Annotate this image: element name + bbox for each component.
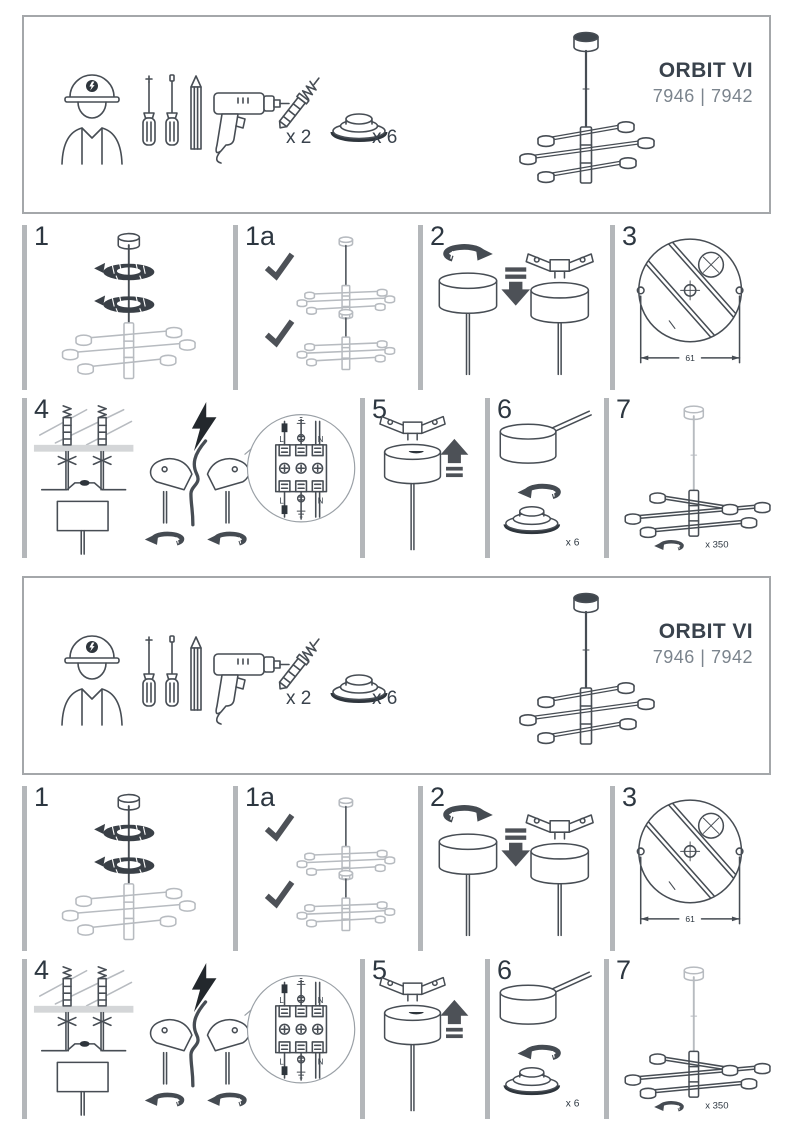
checkmark-icon [267, 815, 292, 837]
installer-icon [56, 67, 128, 167]
step-5-illustration [366, 961, 473, 1117]
step-1a-illustration [239, 227, 406, 388]
step-number: 7 [616, 955, 632, 985]
step-divider-bar [485, 959, 490, 1119]
step-divider-bar [22, 959, 27, 1119]
step-number: 1 [34, 782, 50, 812]
shade-icon [506, 1068, 558, 1093]
chandelier-illustration [510, 590, 658, 762]
step-divider-bar [610, 786, 615, 951]
screw-rotate-icon [207, 1094, 244, 1107]
step-6 [485, 955, 595, 1119]
terminal-live-label: L [279, 496, 284, 506]
bracket-spacing-label: 61 [685, 914, 695, 925]
step-3 [610, 782, 771, 951]
product-model-numbers: 7946 | 7942 [652, 647, 753, 667]
step-5-illustration [366, 400, 473, 556]
rotate-arrow-icon [446, 245, 493, 261]
step-divider-bar [360, 398, 365, 558]
terminal-live-label: L [279, 434, 284, 444]
parts-tools-panel [22, 576, 771, 775]
mains-cable [191, 1002, 206, 1086]
step-2-illustration [424, 227, 596, 388]
step-7-illustration [610, 400, 769, 556]
step-1a-illustration [239, 788, 406, 949]
step-divider-bar [604, 959, 609, 1119]
step-1 [22, 782, 222, 951]
step-number: 4 [34, 955, 50, 985]
parts-tools-panel [22, 15, 771, 214]
screw-rotate-icon [207, 533, 244, 546]
up-arrow-icon [440, 439, 468, 477]
junction-box [57, 1062, 108, 1091]
terminal-live-label: L [279, 1057, 284, 1067]
up-arrow-icon [440, 1000, 468, 1038]
step-divider-bar [418, 225, 423, 390]
step-divider-bar [610, 225, 615, 390]
rotate-arrow-icon [654, 1102, 682, 1112]
down-arrow-icon [501, 267, 530, 305]
ceiling-band [34, 445, 133, 452]
terminal-neutral-label: N [317, 1057, 324, 1067]
step-divider-bar [233, 786, 238, 951]
step-4-illustration [28, 400, 348, 556]
checkmark-icon [267, 882, 292, 904]
step-divider-bar [22, 225, 27, 390]
screw-rotate-icon [145, 533, 182, 546]
product-name: ORBIT VI [658, 620, 753, 643]
step-2 [418, 782, 598, 951]
step-1 [22, 221, 222, 390]
anchor-quantity: x 2 [286, 127, 312, 148]
step-1-illustration [28, 788, 220, 949]
step-divider-bar [22, 786, 27, 951]
rotation-quantity-label: x 350 [705, 1100, 729, 1112]
mains-cable [191, 441, 206, 525]
installer-icon [56, 628, 128, 728]
step-number: 6 [497, 955, 513, 985]
step-7-illustration [610, 961, 769, 1117]
terminal-neutral-label: N [317, 434, 324, 444]
rotate-arrow-icon [518, 485, 559, 499]
step-1a [233, 221, 408, 390]
step-number: 2 [430, 782, 446, 812]
anchor-quantity: x 2 [286, 688, 312, 709]
shade-icon [506, 507, 558, 532]
rotate-arrow-icon [654, 541, 682, 551]
step-number: 1a [245, 782, 276, 812]
step-number: 6 [497, 394, 513, 424]
terminal-live-label: L [279, 995, 284, 1005]
step-7 [604, 394, 771, 558]
terminal-neutral-label: N [317, 995, 324, 1005]
step-divider-bar [485, 398, 490, 558]
step-number: 1 [34, 221, 50, 251]
step-divider-bar [604, 398, 609, 558]
step-number: 2 [430, 221, 446, 251]
step-number: 3 [622, 221, 638, 251]
step-divider-bar [360, 959, 365, 1119]
step-number: 5 [372, 394, 388, 424]
step-1-illustration [28, 227, 220, 388]
bracket-spacing-label: 61 [685, 353, 695, 364]
product-model-numbers: 7946 | 7942 [652, 86, 753, 106]
shade-quantity-label: x 6 [565, 1098, 580, 1110]
checkmark-icon [267, 254, 292, 276]
step-2-illustration [424, 788, 596, 949]
step-2 [418, 221, 598, 390]
step-number: 4 [34, 394, 50, 424]
step-number: 1a [245, 221, 276, 251]
step-6 [485, 394, 595, 558]
rotate-arrow-icon [518, 1046, 559, 1060]
sheet-copy-2 [0, 561, 793, 1122]
step-6-illustration [491, 961, 593, 1117]
junction-box [57, 501, 108, 530]
shade-quantity: x 6 [372, 688, 398, 709]
step-5 [360, 394, 475, 558]
ceiling-bracket-detail [616, 227, 769, 388]
step-1a [233, 782, 408, 951]
step-number: 5 [372, 955, 388, 985]
step-divider-bar [418, 786, 423, 951]
step-divider-bar [233, 225, 238, 390]
step-6-illustration [491, 400, 593, 556]
step-divider-bar [22, 398, 27, 558]
chandelier-illustration [510, 29, 658, 201]
screwdrivers-pencil-icon [136, 634, 210, 729]
rotate-arrow-icon [446, 806, 493, 822]
screwdrivers-pencil-icon [136, 73, 210, 168]
shade-quantity-label: x 6 [565, 537, 580, 549]
step-3 [610, 221, 771, 390]
down-arrow-icon [501, 828, 530, 866]
step-number: 7 [616, 394, 632, 424]
step-4-illustration [28, 961, 348, 1117]
step-5 [360, 955, 475, 1119]
checkmark-icon [267, 321, 292, 343]
screw-rotate-icon [145, 1094, 182, 1107]
rotation-quantity-label: x 350 [705, 539, 729, 551]
step-7 [604, 955, 771, 1119]
product-name: ORBIT VI [658, 59, 753, 82]
ceiling-bracket-detail [616, 788, 769, 949]
shade-quantity: x 6 [372, 127, 398, 148]
ceiling-band [34, 1006, 133, 1013]
step-4 [22, 955, 350, 1119]
step-4 [22, 394, 350, 558]
step-number: 3 [622, 782, 638, 812]
terminal-neutral-label: N [317, 496, 324, 506]
